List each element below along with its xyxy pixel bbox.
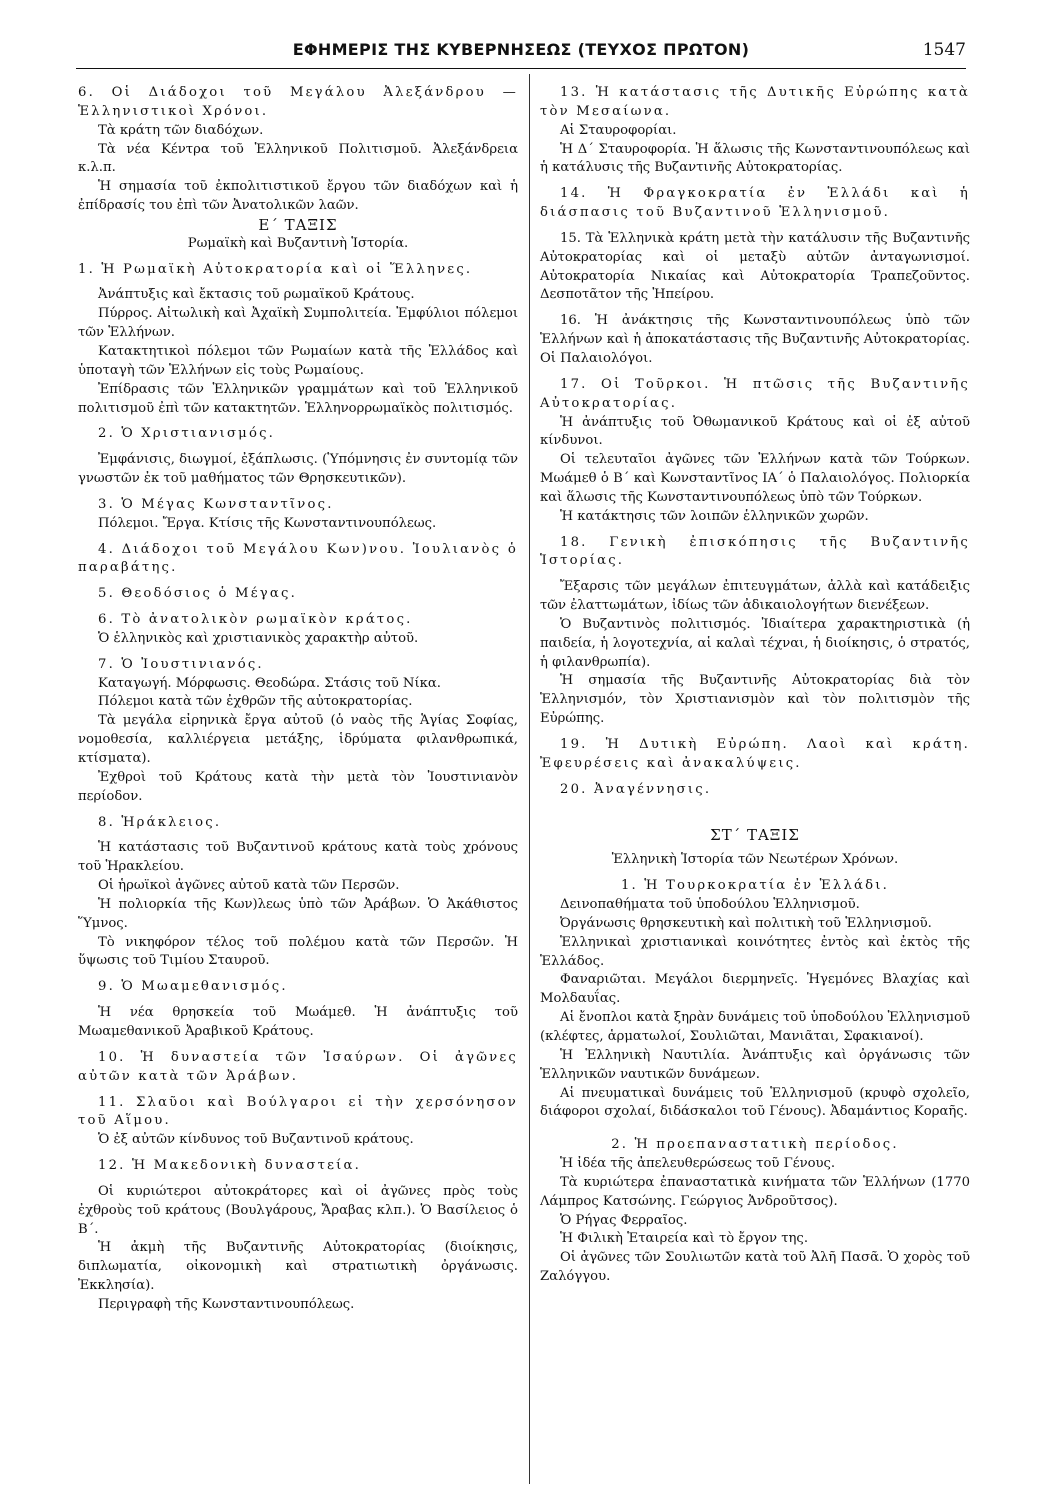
paragraph: Αἱ Σταυροφορίαι. [560, 122, 677, 138]
section-heading: 20. Ἀναγέννησις. [560, 781, 712, 797]
section-heading: 3. Ὁ Μέγας Κωνσταντῖνος. [98, 496, 334, 512]
section-heading: 11. Σλαῦοι καὶ Βούλγαροι εἰ τὴν χερσόνησον τοῦ Αἵμου. [78, 1094, 518, 1129]
paragraph: Κατακτητικοὶ πόλεμοι τῶν Ρωμαίων κατὰ τῆς Ἑλλάδος καὶ ὑποταγὴ τῶν Ἑλλήνων εἰς τοὺς Ρωμαίους. [78, 343, 518, 378]
spacer [78, 418, 518, 425]
section-heading: 10. Ἡ δυναστεία τῶν Ἰσαύρων. Οἱ ἀγῶνες αὐτῶν κατὰ τῶν Ἀράβων. [78, 1049, 518, 1084]
paragraph: 16. Ἡ ἀνάκτησις τῆς Κωνσταντινουπόλεως ὑπὸ τῶν Ἑλλήνων καὶ ἡ ἀποκατάστασις τῆς Βυζαντινῆς Αὐτοκρατορίας. Οἱ Παλαιολόγοι. [540, 313, 970, 366]
paragraph: Ἡ ἀνάπτυξις τοῦ Ὀθωμανικοῦ Κράτους καὶ οἱ ἐξ αὐτοῦ κίνδυνοι. [540, 414, 970, 449]
section-heading: 13. Ἡ κατάστασις τῆς Δυτικῆς Εὐρώπης κατὰ τὸν Μεσαίωνα. [540, 85, 970, 119]
paragraph: Ἑλληνικαὶ χριστιανικαὶ κοινότητες ἐντὸς καὶ ἐκτὸς τῆς Ἑλλάδος. [540, 934, 970, 969]
spacer [540, 223, 970, 230]
section-heading: 6. Οἱ Διάδοχοι τοῦ Μεγάλου Ἀλεξάνδρου —Ἑλληνιστικοὶ Χρόνοι. [78, 85, 518, 119]
section-heading: 9. Ὁ Μωαμεθανισμός. [98, 979, 288, 995]
spacer [540, 305, 970, 312]
paragraph: Οἱ ἀγῶνες τῶν Σουλιωτῶν κατὰ τοῦ Ἀλῆ Πασᾶ. Ὁ χορὸς τοῦ Ζαλόγγου. [540, 1250, 970, 1285]
spacer [540, 800, 970, 826]
paragraph: Οἱ τελευταῖοι ἀγῶνες τῶν Ἑλλήνων κατὰ τῶν Τούρκων. Μωάμεθ ὁ Β΄ καὶ Κωνσταντῖνος ΙΑ΄ ὁ Παλαιολόγος. Πολιορκία καὶ ἅλωσις τῆς Κωνσταντινουπόλεως ὑπὸ τῶν Τούρκων. [540, 452, 970, 505]
paragraph: Ὁ Ρήγας Φερραῖος. [560, 1212, 688, 1228]
paragraph: Δεινοπαθήματα τοῦ ὑποδούλου Ἑλληνισμοῦ. [560, 897, 860, 913]
class-subheading: Ἑλληνικὴ Ἱστορία τῶν Νεωτέρων Χρόνων. [611, 852, 899, 868]
page-number: 1547 [922, 40, 966, 60]
gazette-title: ΕΦΗΜΕΡΙΣ ΤΗΣ ΚΥΒΕΡΝΗΣΕΩΣ (ΤΕΥΧΟΣ ΠΡΩΤΟΝ) [292, 40, 750, 59]
spacer [78, 971, 518, 978]
section-heading: 19. Ἡ Δυτικὴ Εὐρώπη. Λαοὶ καὶ κράτη. Ἐφευρέσεις καὶ ἀνακαλύψεις. [540, 737, 970, 771]
spacer [540, 870, 970, 877]
spacer [78, 1176, 518, 1183]
spacer [78, 444, 518, 451]
paragraph: 15. Τὰ Ἑλληνικὰ κράτη μετὰ τὴν κατάλυσιν τῆς Βυζαντινῆς Αὐτοκρατορίας καὶ οἱ μεταξὺ αὐτῶν ἀνταγωνισμοί. Αὐτοκρατορία Νικαίας καὶ Αὐτοκρατορία Τραπεζοῦντος. Δεσποτᾶτον τῆς Ἠπείρου. [540, 230, 970, 303]
section-heading: 6. Τὸ ἀνατολικὸν ρωμαϊκὸν κράτος. [98, 612, 413, 628]
paragraph: Πόλεμοι κατὰ τῶν ἐχθρῶν τῆς αὐτοκρατορίας. [98, 694, 413, 710]
section-heading: 8. Ἡράκλειος. [98, 814, 222, 830]
spacer [78, 997, 518, 1004]
section-heading: 12. Ἡ Μακεδονικὴ δυναστεία. [98, 1158, 362, 1174]
paragraph: Αἱ ἔνοπλοι κατὰ ξηρὰν δυνάμεις τοῦ ὑποδούλου Ἑλληνισμοῦ (κλέφτες, ἁρματωλοί, Σουλιῶται, Μανιᾶται, Σφακιανοί). [540, 1010, 970, 1044]
paragraph: Ἡ νέα θρησκεία τοῦ Μωάμεθ. Ἡ ἀνάπτυξις τοῦ Μωαμεθανικοῦ Ἀραβικοῦ Κράτους. [78, 1005, 518, 1039]
paragraph: Ὀργάνωσις θρησκευτικὴ καὶ πολιτικὴ τοῦ Ἑλληνισμοῦ. [560, 915, 932, 931]
paragraph: Ὁ Βυζαντινὸς πολιτισμός. Ἰδιαίτερα χαρακτηριστικὰ (ἡ παιδεία, ἡ λογοτεχνία, αἱ καλαὶ τέχναι, ἡ διοίκησις, ὁ στρατός, ἡ φιλανθρωπία). [540, 616, 970, 670]
spacer [540, 1122, 970, 1136]
paragraph: Φαναριῶται. Μεγάλοι διερμηνεῖς. Ἡγεμόνες Βλαχίας καὶ Μολδαυΐας. [540, 972, 970, 1007]
section-heading: 5. Θεοδόσιος ὁ Μέγας. [98, 586, 297, 602]
class-subheading: Ρωμαϊκὴ καὶ Βυζαντινὴ Ἱστορία. [187, 235, 409, 251]
paragraph: Ἔξαρσις τῶν μεγάλων ἐπιτευγμάτων, ἀλλὰ καὶ κατάδειξις τῶν ἐλαττωμάτων, ἰδίως τῶν ἀδικαιολογήτων διενέξεων. [540, 579, 970, 614]
section-heading: 4. Διάδοχοι τοῦ Μεγάλου Κων)νου. Ἰουλιανὸς ὁ παραβάτης. [78, 541, 518, 576]
paragraph: Ἡ Φιλικὴ Ἑταιρεία καὶ τὸ ἔργον της. [560, 1231, 809, 1247]
section-heading: 1. Ἡ Ρωμαϊκὴ Αὐτοκρατορία καὶ οἱ Ἕλληνες. [78, 261, 473, 277]
spacer [78, 279, 518, 286]
right-column [540, 84, 970, 1287]
spacer [540, 178, 970, 185]
spacer [78, 1042, 518, 1049]
paragraph: Ἐπίδρασις τῶν Ἑλληνικῶν γραμμάτων καὶ τοῦ Ἑλληνικοῦ πολιτισμοῦ ἐπὶ τῶν κατακτητῶν. Ἑλληνορρωμαϊκὸς πολιτισμός. [78, 381, 518, 416]
paragraph: Τὸ νικηφόρον τέλος τοῦ πολέμου κατὰ τῶν Περσῶν. Ἡ ὕψωσις τοῦ Τιμίου Σταυροῦ. [78, 934, 518, 969]
spacer [78, 534, 518, 541]
paragraph: Ἡ σημασία τῆς Βυζαντινῆς Αὐτοκρατορίας διὰ τὸν Ἑλληνισμόν, τὸν Χριστιανισμὸν καὶ τὸν πολιτισμὸν τῆς Εὐρώπης. [540, 673, 970, 727]
paragraph: Πόλεμοι. Ἔργα. Κτίσις τῆς Κωνσταντινουπόλεως. [98, 515, 437, 531]
spacer [78, 832, 518, 839]
spacer [78, 604, 518, 611]
paragraph: Ἐχθροὶ τοῦ Κράτους κατὰ τὴν μετὰ τὸν Ἰουστινιανὸν περίοδον. [78, 769, 518, 804]
spacer [540, 729, 970, 736]
section-heading: 14. Ἡ Φραγκοκρατία ἐν Ἑλλάδι καὶ ἡ διάσπασις τοῦ Βυζαντινοῦ Ἑλληνισμοῦ. [540, 186, 970, 221]
page-header [76, 40, 966, 68]
paragraph: Ἀνάπτυξις καὶ ἔκτασις τοῦ ρωμαϊκοῦ Κράτους. [98, 287, 415, 303]
spacer [78, 254, 518, 261]
spacer [540, 774, 970, 781]
section-heading: 2. Ἡ προεπαναστατικὴ περίοδος. [611, 1137, 899, 1153]
section-heading: 18. Γενικὴ ἐπισκόπησις τῆς Βυζαντινῆς Ἱστορίας. [540, 534, 970, 569]
paragraph: Τὰ κυριώτερα ἐπαναστατικὰ κινήματα τῶν Ἑλλήνων (1770 Λάμπρος Κατσώνης. Γεώργιος Ἀνδροῦτσος). [540, 1174, 970, 1209]
class-heading: ΣΤ΄ ΤΑΞΙΣ [710, 825, 800, 844]
paragraph: Πύρρος. Αἰτωλικὴ καὶ Ἀχαϊκὴ Συμπολιτεία. Ἐμφύλιοι πόλεμοι τῶν Ἑλλήνων. [78, 306, 518, 341]
paragraph: Ὁ ἐξ αὐτῶν κίνδυνος τοῦ Βυζαντινοῦ κράτους. [98, 1132, 414, 1148]
spacer [540, 369, 970, 376]
paragraph: Ἡ κατάστασις τοῦ Βυζαντινοῦ κράτους κατὰ τοὺς χρόνους τοῦ Ἡρακλείου. [78, 840, 518, 875]
paragraph: Τὰ κράτη τῶν διαδόχων. [98, 122, 264, 138]
paragraph: Τὰ μεγάλα εἰρηνικὰ ἔργα αὐτοῦ (ὁ ναὸς τῆς Ἁγίας Σοφίας, νομοθεσία, καλλιέργεια μετάξης, ἱδρύματα φιλανθρωπικά, κτίσματα). [78, 713, 518, 766]
paragraph: Ἡ Ἑλληνικὴ Ναυτιλία. Ἀνάπτυξις καὶ ὀργάνωσις τῶν Ἑλληνικῶν ναυτικῶν δυνάμεων. [540, 1047, 970, 1082]
left-column [78, 84, 518, 1315]
paragraph: Αἱ πνευματικαὶ δυνάμεις τοῦ Ἑλληνισμοῦ (κρυφὸ σχολεῖο, διάφοροι σχολαί, διδάσκαλοι τοῦ Γένους). Ἀδαμάντιος Κοραῆς. [540, 1085, 970, 1120]
paragraph: Ἐμφάνισις, διωγμοί, ἐξάπλωσις. (Ὑπόμνησις ἐν συντομίᾳ τῶν γνωστῶν ἐκ τοῦ μαθήματος τῶν Θρησκευτικῶν). [78, 452, 518, 487]
paragraph: Ἡ ἀκμὴ τῆς Βυζαντινῆς Αὐτοκρατορίας (διοίκησις, διπλωματία, οἰκονομικὴ καὶ στρατιωτικὴ ὀργάνωσις. Ἐκκλησία). [78, 1240, 518, 1294]
spacer [78, 649, 518, 656]
column-divider [529, 74, 530, 1484]
spacer [540, 571, 970, 578]
spacer [78, 489, 518, 496]
header-rule [76, 68, 966, 69]
section-heading: 17. Οἱ Τοῦρκοι. Ἡ πτῶσις τῆς Βυζαντινῆς Αὐτοκρατορίας. [540, 376, 970, 411]
paragraph: Ἡ πολιορκία τῆς Κων)λεως ὑπὸ τῶν Ἀράβων. Ὁ Ἀκάθιστος Ὕμνος. [78, 896, 518, 931]
paragraph: Ἡ Δ΄ Σταυροφορία. Ἡ ἅλωσις τῆς Κωνσταντινουπόλεως καὶ ἡ κατάλυσις τῆς Βυζαντινῆς Αὐτοκρατορίας. [540, 141, 970, 176]
class-heading: Ε΄ ΤΑΞΙΣ [258, 215, 338, 234]
spacer [78, 578, 518, 585]
paragraph: Οἱ κυριώτεροι αὐτοκράτορες καὶ οἱ ἀγῶνες πρὸς τοὺς ἐχθροὺς τοῦ κράτους (Βουλγάρους, Ἄραβας κλπ.). Ὁ Βασίλειος ὁ Β΄. [78, 1183, 518, 1237]
paragraph: Ἡ ἰδέα τῆς ἀπελευθερώσεως τοῦ Γένους. [560, 1156, 836, 1172]
paragraph: Περιγραφὴ τῆς Κωνσταντινουπόλεως. [98, 1296, 355, 1312]
paragraph: Ἡ κατάκτησις τῶν λοιπῶν ἑλληνικῶν χωρῶν. [560, 508, 869, 524]
spacer [78, 807, 518, 814]
paragraph: Ἡ σημασία τοῦ ἐκπολιτιστικοῦ ἔργου τῶν διαδόχων καὶ ἡ ἐπίδρασίς του ἐπὶ τῶν Ἀνατολικῶν λαῶν. [78, 179, 518, 214]
paragraph: Ὁ ἑλληνικὸς καὶ χριστιανικὸς χαρακτὴρ αὐτοῦ. [98, 630, 419, 646]
spacer [540, 844, 970, 851]
spacer [78, 1087, 518, 1094]
section-heading: 2. Ὁ Χριστιανισμός. [98, 426, 276, 442]
section-heading: 1. Ἡ Τουρκοκρατία ἐν Ἑλλάδι. [620, 878, 890, 894]
paragraph: Τὰ νέα Κέντρα τοῦ Ἑλληνικοῦ Πολιτισμοῦ. Ἀλεξάνδρεια κ.λ.π. [78, 141, 518, 176]
spacer [78, 1150, 518, 1157]
spacer [540, 527, 970, 534]
paragraph: Καταγωγή. Μόρφωσις. Θεοδώρα. Στάσις τοῦ Νίκα. [98, 675, 441, 691]
section-heading: 7. Ὁ Ἰουστινιανός. [98, 656, 264, 672]
paragraph: Οἱ ἡρωϊκοὶ ἀγῶνες αὐτοῦ κατὰ τῶν Περσῶν. [98, 878, 400, 894]
